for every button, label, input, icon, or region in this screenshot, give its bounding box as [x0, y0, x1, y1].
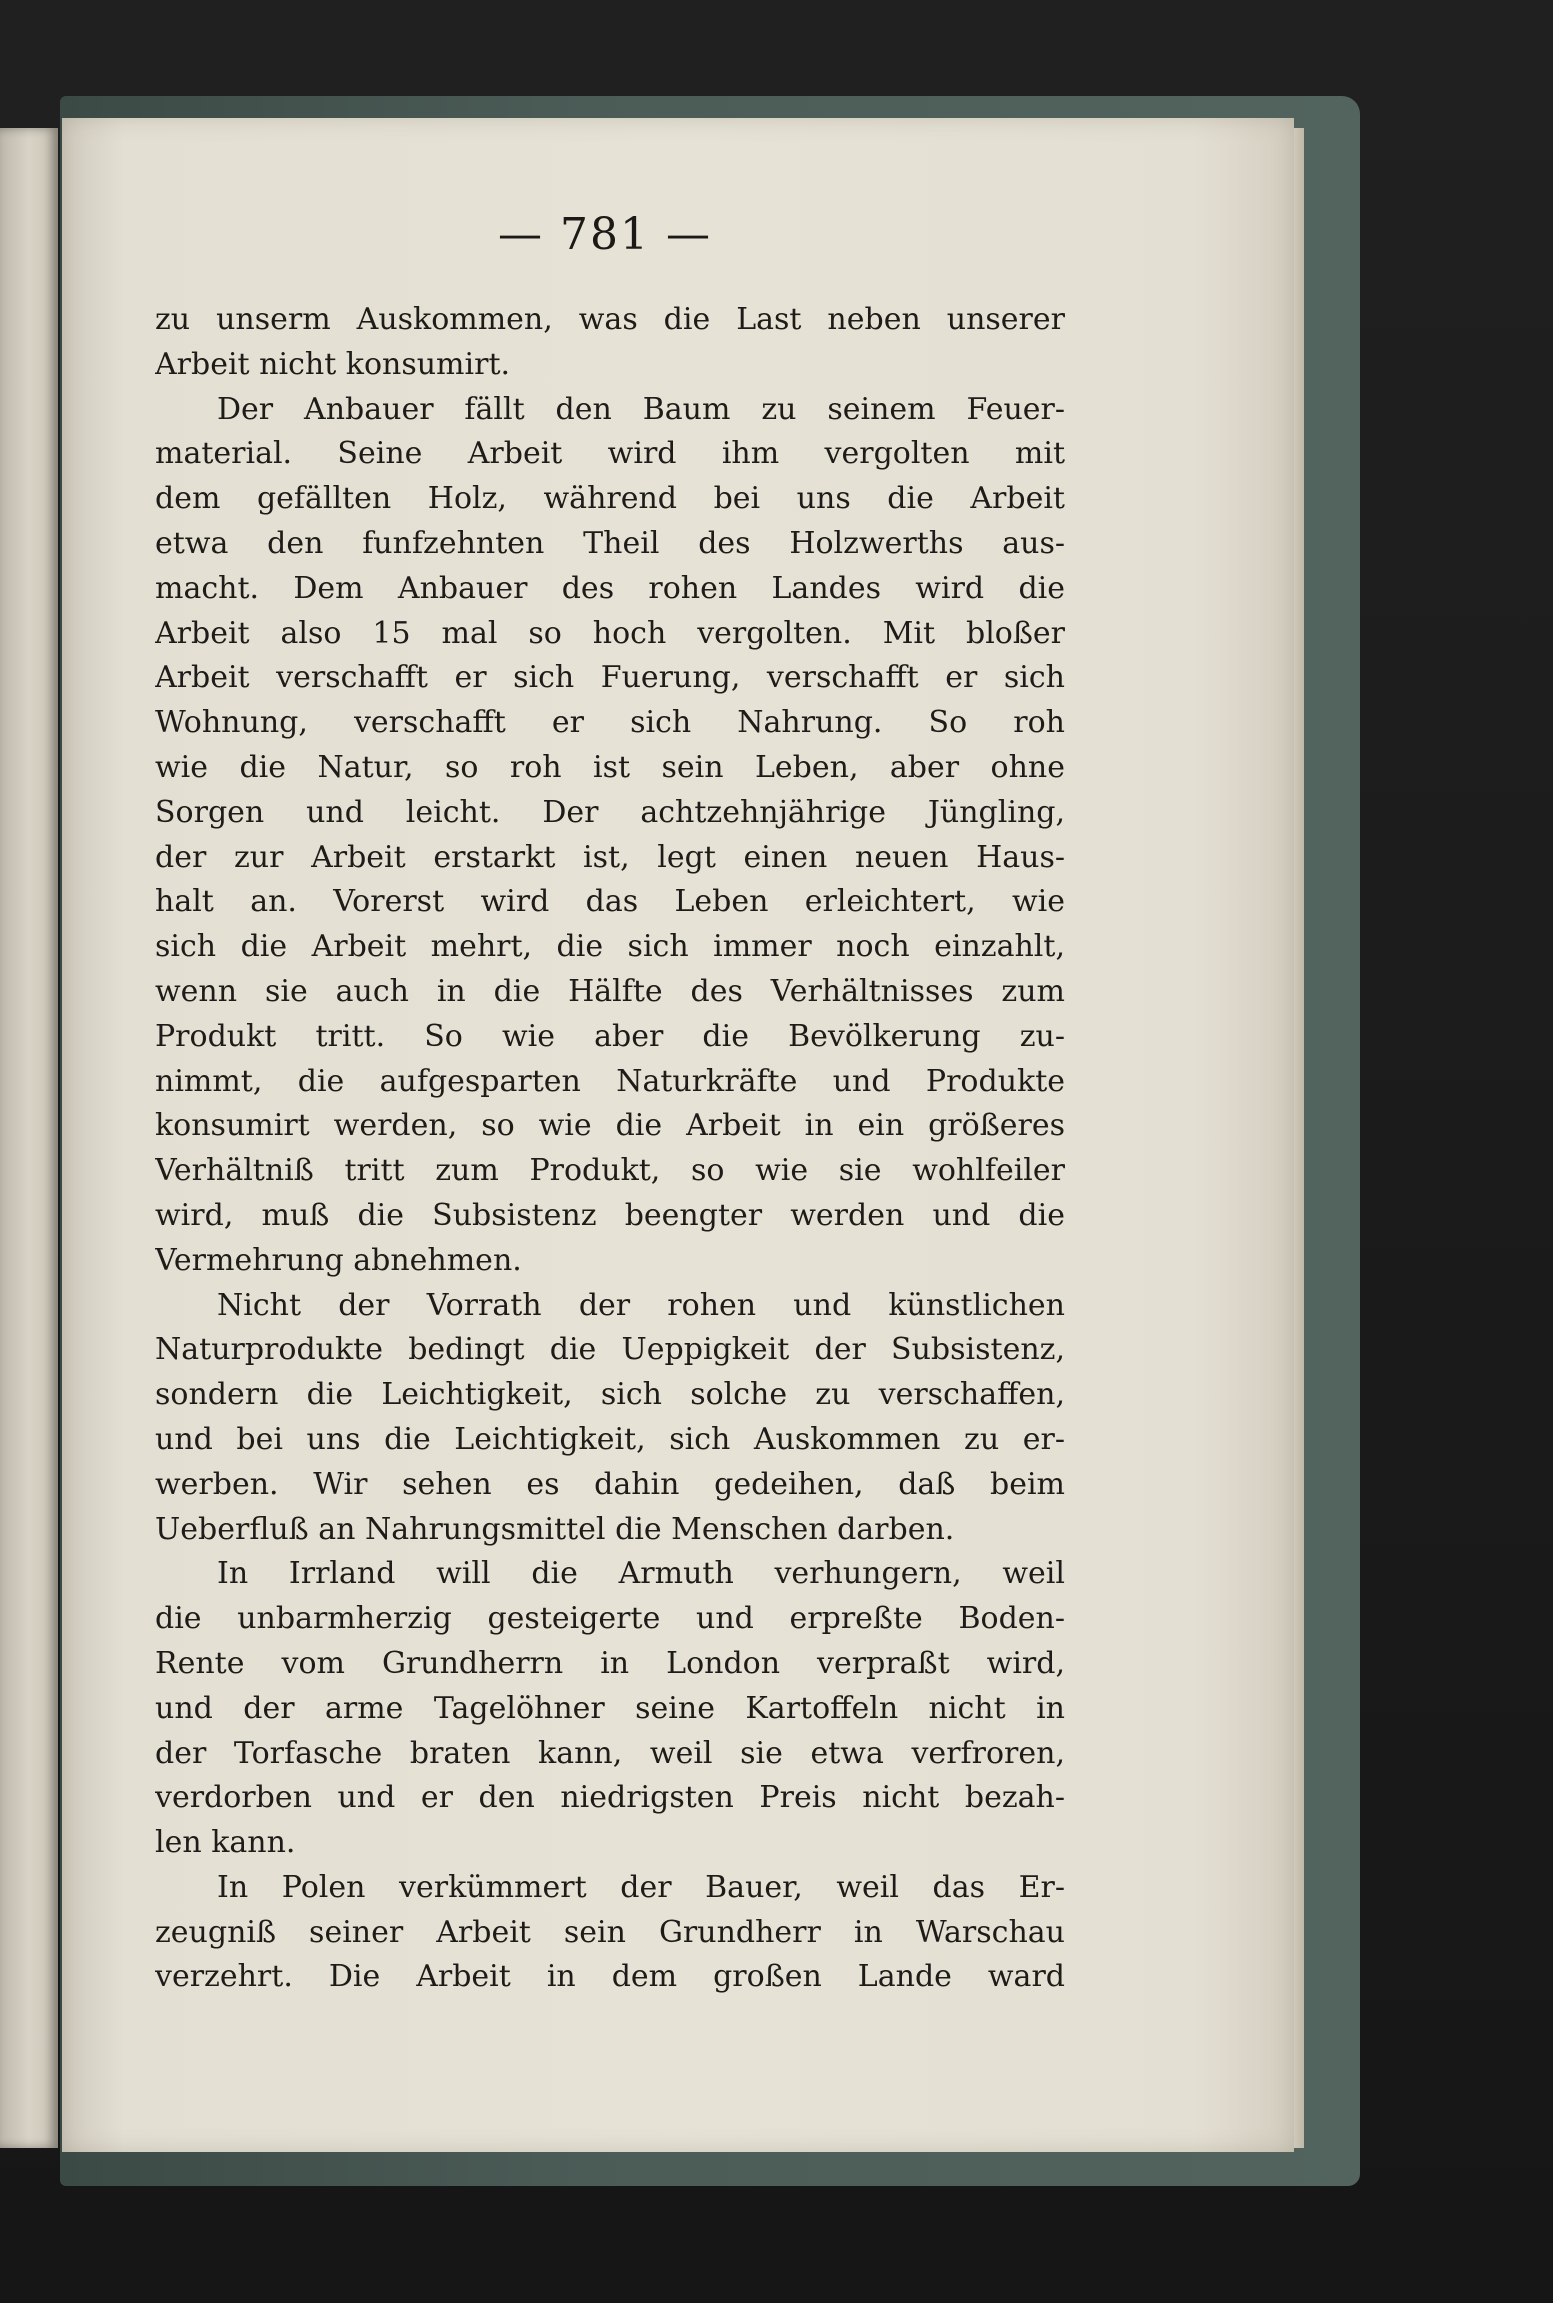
text-line: der zur Arbeit erstarkt ist, legt einen neuen Haus-: [155, 839, 1065, 875]
text-line: verzehrt. Die Arbeit in dem großen Lande ward: [155, 1959, 1065, 1995]
text-line: Arbeit verschafft er sich Fuerung, verschafft er sich: [155, 660, 1065, 696]
text-line: wenn sie auch in die Hälfte des Verhältnisses zum: [155, 973, 1065, 1009]
text-line: halt an. Vorerst wird das Leben erleichtert, wie: [155, 884, 1065, 920]
text-line: Nicht der Vorrath der rohen und künstlichen: [217, 1287, 1065, 1323]
text-line: konsumirt werden, so wie die Arbeit in ein größeres: [155, 1108, 1065, 1144]
page-fore-edge: [1294, 128, 1304, 2148]
text-line: Arbeit also 15 mal so hoch vergolten. Mit bloßer: [155, 615, 1065, 651]
text-line: wird, muß die Subsistenz beengter werden und die: [155, 1197, 1065, 1233]
text-line: Vermehrung abnehmen.: [155, 1242, 522, 1278]
facing-page-edge: [0, 128, 58, 2148]
text-line: In Polen verkümmert der Bauer, weil das Er-: [217, 1869, 1065, 1905]
text-line: macht. Dem Anbauer des rohen Landes wird die: [155, 570, 1065, 606]
page-number-header: — 781 —: [498, 209, 712, 260]
text-line: dem gefällten Holz, während bei uns die Arbeit: [155, 481, 1065, 517]
text-line: Der Anbauer fällt den Baum zu seinem Feuer-: [217, 391, 1065, 427]
text-line: die unbarmherzig gesteigerte und erpreßte Boden-: [155, 1601, 1065, 1637]
text-line: verdorben und er den niedrigsten Preis nicht bezah-: [155, 1780, 1065, 1816]
text-line: zu unserm Auskommen, was die Last neben unserer: [155, 302, 1065, 337]
text-line: Wohnung, verschafft er sich Nahrung. So roh: [155, 705, 1065, 741]
text-line: zeugniß seiner Arbeit sein Grundherr in Warschau: [155, 1914, 1065, 1950]
text-line: Arbeit nicht konsumirt.: [155, 346, 511, 382]
text-line: Sorgen und leicht. Der achtzehnjährige Jüngling,: [155, 794, 1065, 830]
page-body-text: [155, 298, 1065, 2000]
text-line: Naturprodukte bedingt die Ueppigkeit der Subsistenz,: [155, 1332, 1065, 1368]
text-line: wie die Natur, so roh ist sein Leben, aber ohne: [155, 749, 1065, 785]
text-line: In Irrland will die Armuth verhungern, weil: [217, 1556, 1065, 1592]
text-line: werben. Wir sehen es dahin gedeihen, daß beim: [155, 1466, 1065, 1502]
text-line: Produkt tritt. So wie aber die Bevölkerung zu-: [155, 1018, 1065, 1054]
text-line: sich die Arbeit mehrt, die sich immer noch einzahlt,: [155, 929, 1065, 965]
text-line: Verhältniß tritt zum Produkt, so wie sie wohlfeiler: [155, 1153, 1065, 1189]
text-line: Ueberfluß an Nahrungsmittel die Menschen darben.: [155, 1511, 955, 1547]
text-line: der Torfasche braten kann, weil sie etwa verfroren,: [155, 1735, 1065, 1771]
text-line: Rente vom Grundherrn in London verpraßt wird,: [155, 1645, 1065, 1681]
text-line: nimmt, die aufgesparten Naturkräfte und Produkte: [155, 1063, 1065, 1099]
text-line: und bei uns die Leichtigkeit, sich Auskommen zu er-: [155, 1421, 1065, 1457]
text-line: sondern die Leichtigkeit, sich solche zu verschaffen,: [155, 1377, 1065, 1413]
text-line: len kann.: [155, 1825, 296, 1861]
text-line: und der arme Tagelöhner seine Kartoffeln nicht in: [155, 1690, 1065, 1726]
text-line: material. Seine Arbeit wird ihm vergolten mit: [155, 436, 1065, 472]
text-line: etwa den funfzehnten Theil des Holzwerths aus-: [155, 525, 1065, 561]
